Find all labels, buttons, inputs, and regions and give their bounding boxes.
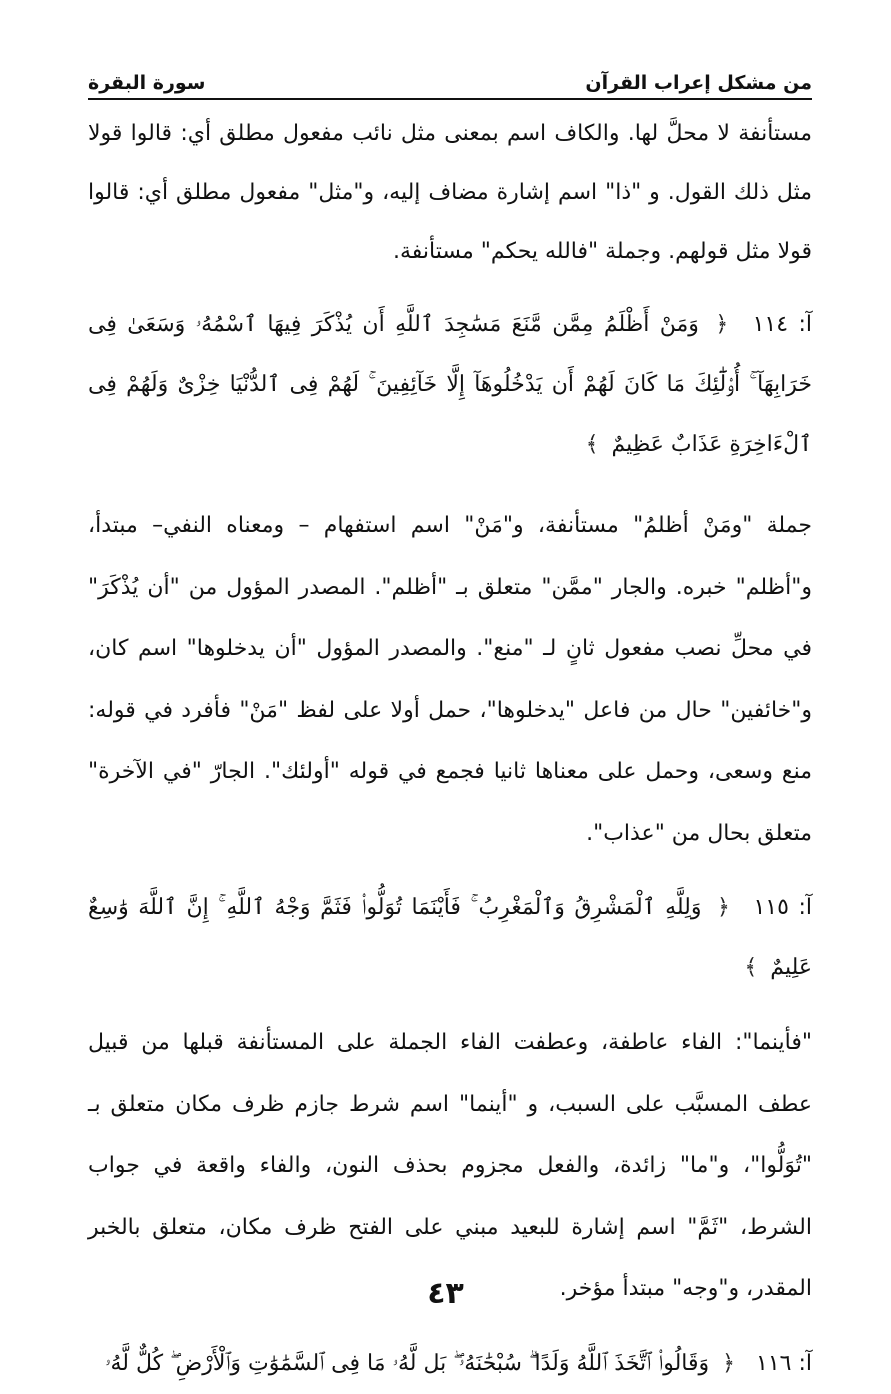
spacer	[88, 998, 812, 1012]
page-body	[88, 104, 812, 1394]
verse-text: وَلِلَّهِ ٱلْمَشْرِقُ وَٱلْمَغْرِبُ ۚ فَأَيْنَمَا تُوَلُّوا۟ فَثَمَّ وَجْهُ ٱللَّهِ ۚ إِنَّ ٱللَّهَ وَٰسِعٌ عَلِيمٌ	[88, 895, 812, 980]
verse-close-bracket: ﴾	[744, 955, 758, 980]
quran-verse-114	[88, 295, 812, 475]
spacer	[88, 1320, 812, 1334]
spacer	[88, 475, 812, 495]
verse-number: آ: ١١٤	[752, 312, 812, 337]
spacer	[88, 281, 812, 295]
spacer	[88, 864, 812, 878]
quran-verse-115	[88, 878, 812, 998]
verse-text: وَقَالُوا۟ ٱتَّخَذَ ٱللَّهُ وَلَدًا ۗ سُبْحَٰنَهُۥ ۖ بَل لَّهُۥ مَا فِى ٱلسَّمَٰوَٰتِ وَٱلْأَرْضِ ۖ كُلٌّ لَّهُۥ	[104, 1350, 710, 1376]
quran-verse-116	[88, 1334, 812, 1394]
page-number: ٤٣	[427, 1276, 464, 1311]
surah-name: سورة البقرة	[88, 72, 206, 94]
commentary-paragraph-3: "فأينما": الفاء عاطفة، وعطفت الفاء الجملة على المستأنفة قبلها من قبيل عطف المسبَّب على السبب، و "أينما" اسم شرط جازم ظرف مكان متعلق بـ "تُوَلُّوا"، و"ما" زائدة، والفعل مجزوم بحذف النون، والفاء واقعة في جواب الشرط، "ثَمَّ" اسم إشارة للبعيد مبني على الفتح ظرف مكان، متعلق بالخبر المقدر، و"وجه" مبتدأ مؤخر.	[88, 1030, 812, 1301]
verse-open-bracket: ﴿	[717, 895, 730, 920]
verse-number: آ: ١١٥	[753, 895, 812, 920]
verse-number: آ: ١١٦	[756, 1350, 812, 1376]
running-header	[88, 62, 812, 100]
verse-text: وَمَنْ أَظْلَمُ مِمَّن مَّنَعَ مَسَٰجِدَ ٱللَّهِ أَن يُذْكَرَ فِيهَا ٱسْمُهُۥ وَسَعَىٰ فِى خَرَابِهَآ ۚ أُو۟لَٰٓئِكَ مَا كَانَ لَهُمْ أَن يَدْخُلُوهَآ إِلَّا خَآئِفِينَ ۚ لَهُمْ فِى ٱلدُّنْيَا خِزْىٌ وَلَهُمْ فِى ٱلْءَاخِرَةِ عَذَابٌ عَظِيمٌ	[88, 312, 812, 457]
verse-open-bracket: ﴿	[722, 1350, 736, 1376]
verse-close-bracket: ﴾	[585, 432, 599, 457]
commentary-paragraph-1: مستأنفة لا محلَّ لها. والكاف اسم بمعنى مثل نائب مفعول مطلق أي: قالوا قولا مثل ذلك القول. و "ذا" اسم إشارة مضاف إليه، و"مثل" مفعول مطلق أي: قالوا قولا مثل قولهم. وجملة "فالله يحكم" مستأنفة.	[88, 121, 812, 264]
commentary-paragraph-2: جملة "ومَنْ أظلمُ" مستأنفة، و"مَنْ" اسم استفهام – ومعناه النفي– مبتدأ، و"أظلم" خبره. والجار "ممَّن" متعلق بـ "أظلم". المصدر المؤول من "أن يُذْكَرَ" في محلِّ نصب مفعول ثانٍ لـ "منع". والمصدر المؤول "أن يدخلوها" اسم كان، و"خائفين" حال من فاعل "يدخلوها"، حمل أولا على لفظ "مَنْ" فأفرد في قوله: منع وسعى، وحمل على معناها ثانيا فجمع في قوله "أولئك". الجارّ "في الآخرة" متعلق بحال من "عذاب".	[88, 513, 812, 846]
verse-open-bracket: ﴿	[715, 312, 729, 337]
book-title: من مشكل إعراب القرآن	[585, 72, 812, 94]
